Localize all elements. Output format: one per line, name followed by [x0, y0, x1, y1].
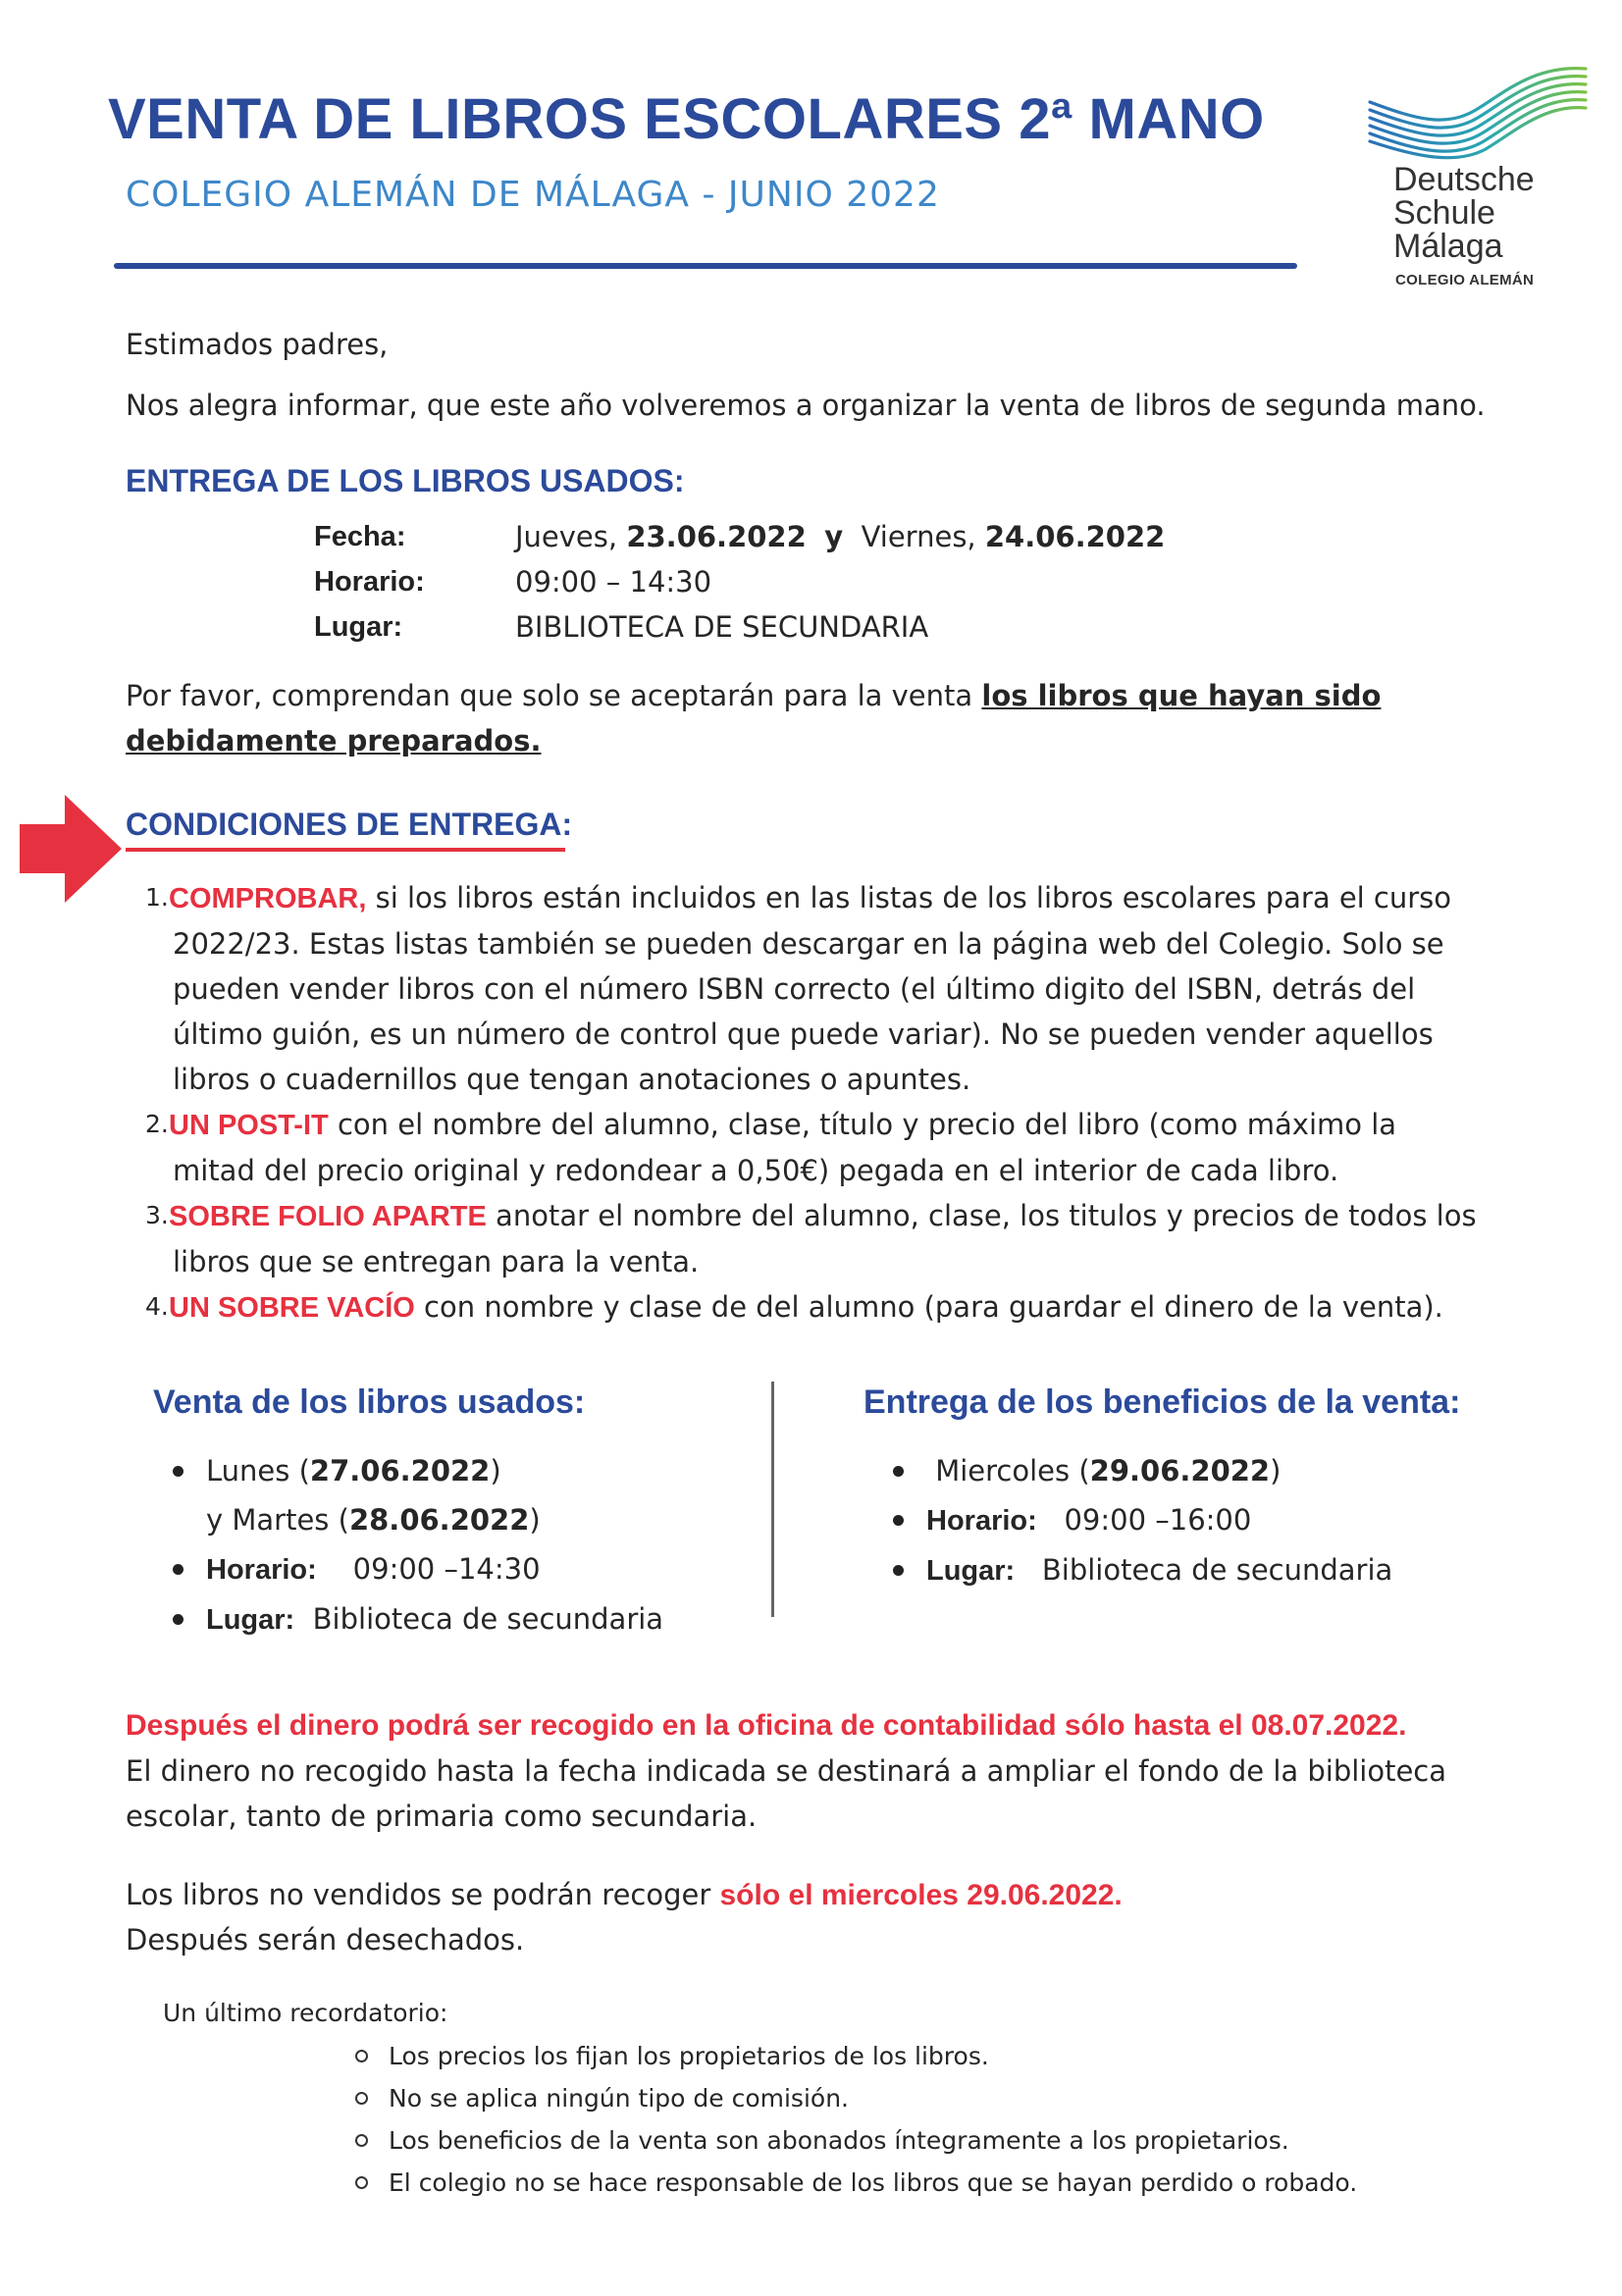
recordatorio-list — [349, 2035, 1357, 2204]
entrega-note-line2 — [126, 718, 542, 763]
venta-day2: y Martes ( — [206, 1503, 349, 1537]
condicion-text: con el nombre del alumno, clase, título y precio del libro (como máximo la — [328, 1108, 1397, 1141]
no-vendidos-line2: Después serán desechados. — [126, 1923, 525, 1957]
logo-text-line1: Deutsche — [1393, 161, 1535, 198]
condicion-number: 4. — [145, 1292, 169, 1321]
beneficios-list — [889, 1446, 1392, 1595]
venta-date1: 27.06.2022 — [309, 1454, 491, 1487]
no-vendidos-red: sólo el miercoles 29.06.2022. — [719, 1879, 1123, 1911]
column-divider — [771, 1382, 774, 1617]
horario-row — [314, 559, 1165, 604]
recordatorio-item-text: No se aplica ningún tipo de comisión. — [389, 2084, 849, 2113]
fecha-date2: 24.06.2022 — [984, 520, 1166, 553]
condicion-number: 1. — [145, 883, 169, 912]
condicion-label: COMPROBAR, — [169, 883, 367, 914]
fecha-date1: 23.06.2022 — [626, 520, 807, 553]
condicion-line — [169, 1102, 1521, 1148]
document-subtitle: COLEGIO ALEMÁN DE MÁLAGA - JUNIO 2022 — [126, 175, 940, 215]
recordatorio-item — [349, 2035, 1357, 2077]
beneficios-item-date — [889, 1446, 1392, 1495]
condicion-line — [169, 1284, 1521, 1331]
bullet-icon — [893, 1565, 904, 1576]
condicion-text: con nombre y clase de del alumno (para guardar el dinero de la venta). — [414, 1290, 1443, 1324]
lugar-label: Lugar: — [314, 611, 403, 643]
venta-list — [169, 1446, 663, 1644]
entrega-note-bold1: los libros que hayan sido — [981, 679, 1382, 712]
fecha-y: y — [824, 520, 844, 553]
recordatorio-title: Un último recordatorio: — [163, 1999, 448, 2027]
arrow-right-icon — [20, 795, 122, 903]
recordatorio-item-text: El colegio no se hace responsable de los libros que se hayan perdido o robado. — [389, 2168, 1358, 2197]
beneficios-heading: Entrega de los beneficios de la venta: — [863, 1383, 1461, 1421]
entrega-details — [314, 514, 1165, 650]
condicion-label: UN SOBRE VACÍO — [169, 1292, 415, 1324]
beneficios-day: Miercoles ( — [935, 1454, 1090, 1487]
beneficios-item-horario — [889, 1495, 1392, 1545]
bullet-icon — [893, 1515, 904, 1526]
fecha-row — [314, 514, 1165, 559]
venta-horario-value: 09:00 –14:30 — [352, 1552, 541, 1586]
recordatorio-item-text: Los beneficios de la venta son abonados íntegramente a los propietarios. — [389, 2126, 1289, 2155]
fecha-label: Fecha: — [314, 521, 406, 552]
venta-close1: ) — [490, 1454, 501, 1487]
condiciones-list — [147, 875, 1521, 1331]
condicion-line: libros o cuadernillos que tengan anotaciones o apuntes. — [173, 1063, 971, 1096]
no-vendidos-line1 — [126, 1872, 1123, 1918]
logo-waves-icon — [1358, 55, 1594, 163]
logo-subtitle: COLEGIO ALEMÁN — [1395, 272, 1535, 288]
condicion-text: si los libros están incluidos en las listas de los libros escolares para el curso — [366, 881, 1452, 914]
condicion-item-2 — [147, 1102, 1521, 1193]
fecha-day2: Viernes, — [861, 520, 976, 553]
greeting: Estimados padres, — [126, 328, 389, 361]
condicion-number: 2. — [145, 1110, 169, 1138]
recordatorio-item-text: Los precios los fijan los propietarios de los libros. — [389, 2042, 989, 2070]
venta-heading: Venta de los libros usados: — [153, 1383, 586, 1421]
bullet-icon — [173, 1614, 183, 1625]
bullet-circle-icon — [355, 2050, 368, 2062]
recordatorio-item — [349, 2119, 1357, 2162]
venta-lugar-label: Lugar: — [206, 1604, 295, 1636]
lugar-row — [314, 604, 1165, 650]
beneficios-horario-label: Horario: — [926, 1505, 1037, 1537]
horario-value: 09:00 – 14:30 — [515, 565, 712, 599]
beneficios-horario-value: 09:00 –16:00 — [1064, 1503, 1252, 1537]
beneficios-lugar-value: Biblioteca de secundaria — [1041, 1553, 1393, 1587]
fecha-day1: Jueves, — [515, 520, 618, 553]
condicion-line: mitad del precio original y redondear a 0,50€) pegada en el interior de cada libro. — [173, 1154, 1339, 1187]
dinero-line3: escolar, tanto de primaria como secundaria. — [126, 1800, 758, 1833]
logo-text-line3: Málaga — [1393, 228, 1503, 265]
dinero-line2: El dinero no recogido hasta la fecha indicada se destinará a ampliar el fondo de la biblioteca — [126, 1754, 1447, 1788]
bullet-circle-icon — [355, 2134, 368, 2147]
beneficios-item-lugar — [889, 1545, 1392, 1595]
venta-day1: Lunes ( — [206, 1454, 310, 1487]
condicion-line — [169, 1193, 1521, 1239]
fecha-value — [515, 514, 1165, 559]
venta-item-horario — [169, 1544, 663, 1594]
entrega-note-plain: Por favor, comprendan que solo se aceptarán para la venta — [126, 679, 982, 712]
beneficios-date: 29.06.2022 — [1089, 1454, 1271, 1487]
recordatorio-item — [349, 2162, 1357, 2204]
horario-label: Horario: — [314, 566, 425, 598]
condicion-label: SOBRE FOLIO APARTE — [169, 1201, 487, 1232]
entrega-heading: ENTREGA DE LOS LIBROS USADOS: — [126, 463, 685, 498]
bullet-circle-icon — [355, 2092, 368, 2105]
beneficios-lugar-label: Lugar: — [926, 1555, 1016, 1587]
bullet-icon — [173, 1564, 183, 1575]
entrega-note-line1 — [126, 673, 1381, 718]
recordatorio-item — [349, 2077, 1357, 2119]
document-title: VENTA DE LIBROS ESCOLARES 2ª MANO — [108, 87, 1265, 151]
condicion-text: anotar el nombre del alumno, clase, los titulos y precios de todos los — [486, 1199, 1477, 1232]
logo-text-line2: Schule — [1393, 194, 1495, 232]
condicion-item-3 — [147, 1193, 1521, 1284]
bullet-icon — [893, 1466, 904, 1477]
condicion-line: libros que se entregan para la venta. — [173, 1245, 700, 1278]
school-logo — [1358, 55, 1594, 300]
venta-close2: ) — [529, 1503, 541, 1537]
header-rule — [114, 263, 1297, 269]
condiciones-heading: CONDICIONES DE ENTREGA: — [126, 807, 573, 842]
lugar-value: BIBLIOTECA DE SECUNDARIA — [515, 610, 929, 644]
dinero-deadline: Después el dinero podrá ser recogido en la oficina de contabilidad sólo hasta el 08.07.2022. — [126, 1709, 1407, 1742]
condicion-line: pueden vender libros con el número ISBN correcto (el último digito del ISBN, detrás del — [173, 972, 1416, 1006]
condicion-item-1 — [147, 875, 1521, 1102]
venta-lugar-value: Biblioteca de secundaria — [312, 1602, 664, 1636]
condicion-line — [169, 875, 1521, 921]
venta-item-dates — [169, 1446, 663, 1544]
venta-item-lugar — [169, 1594, 663, 1644]
condicion-line: 2022/23. Estas listas también se pueden descargar en la página web del Colegio. Solo se — [173, 927, 1444, 961]
bullet-circle-icon — [355, 2176, 368, 2189]
beneficios-close: ) — [1270, 1454, 1282, 1487]
condicion-number: 3. — [145, 1201, 169, 1229]
condicion-line: último guión, es un número de control que puede variar). No se pueden vender aquellos — [173, 1018, 1434, 1051]
intro-text: Nos alegra informar, que este año volveremos a organizar la venta de libros de segunda mano. — [126, 389, 1486, 422]
condicion-item-4 — [147, 1284, 1521, 1331]
condiciones-underline — [126, 848, 565, 852]
bullet-icon — [173, 1466, 183, 1477]
venta-date2: 28.06.2022 — [348, 1503, 530, 1537]
entrega-note-bold2: debidamente preparados. — [126, 724, 542, 757]
no-vendidos-plain: Los libros no vendidos se podrán recoger — [126, 1878, 720, 1911]
venta-horario-label: Horario: — [206, 1554, 317, 1586]
condicion-label: UN POST-IT — [169, 1110, 329, 1141]
